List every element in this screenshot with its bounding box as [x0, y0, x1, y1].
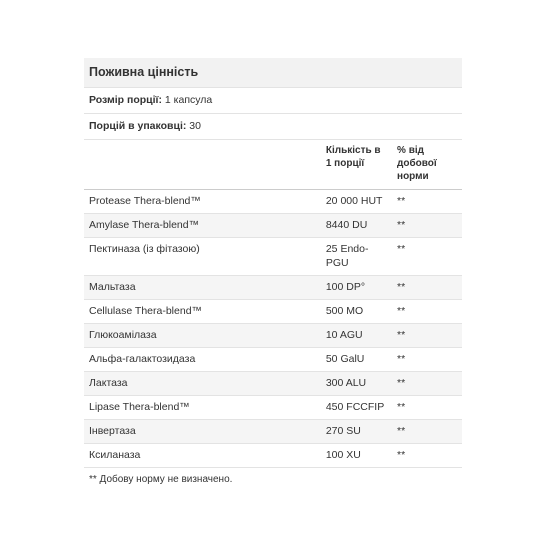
servings-row [84, 114, 462, 140]
ingredient-dv: ** [392, 396, 462, 420]
ingredient-name: Ксиланаза [84, 444, 321, 468]
ingredient-dv: ** [392, 348, 462, 372]
ingredient-amount: 50 GalU [321, 348, 392, 372]
nutrition-facts-table [84, 58, 462, 492]
amount-header: Кількість в 1 порції [321, 140, 392, 190]
ingredient-dv: ** [392, 214, 462, 238]
ingredient-name: Глюкоамілаза [84, 324, 321, 348]
ingredient-dv: ** [392, 372, 462, 396]
footnote: ** Добову норму не визначено. [89, 474, 233, 485]
ingredient-name: Інвертаза [84, 420, 321, 444]
servings-label: Порцій в упаковці: [89, 120, 187, 132]
ingredient-row [84, 190, 462, 214]
ingredient-row [84, 348, 462, 372]
serving-size-row [84, 88, 462, 114]
ingredient-amount: 450 FCCFIP [321, 396, 392, 420]
ingredient-dv: ** [392, 444, 462, 468]
ingredient-dv: ** [392, 324, 462, 348]
ingredient-amount: 300 ALU [321, 372, 392, 396]
servings-value: 30 [189, 120, 201, 132]
ingredient-row [84, 238, 462, 276]
ingredient-name: Amylase Thera-blend™ [84, 214, 321, 238]
ingredient-dv: ** [392, 190, 462, 214]
ingredient-row [84, 444, 462, 468]
ingredient-row [84, 324, 462, 348]
ingredient-row [84, 214, 462, 238]
ingredient-row [84, 372, 462, 396]
ingredient-dv: ** [392, 420, 462, 444]
ingredient-row [84, 396, 462, 420]
title-row [84, 58, 462, 88]
ingredient-dv: ** [392, 300, 462, 324]
panel-title: Поживна цінність [84, 58, 462, 88]
serving-size-label: Розмір порції: [89, 94, 162, 106]
ingredient-name: Protease Thera-blend™ [84, 190, 321, 214]
ingredient-amount: 500 MO [321, 300, 392, 324]
ingredient-dv: ** [392, 276, 462, 300]
footnote-row [84, 468, 462, 493]
ingredient-amount: 20 000 HUT [321, 190, 392, 214]
ingredient-row [84, 276, 462, 300]
ingredient-amount: 270 SU [321, 420, 392, 444]
ingredient-name: Cellulase Thera-blend™ [84, 300, 321, 324]
ingredient-amount: 100 DP° [321, 276, 392, 300]
ingredient-name: Пектиназа (із фітазою) [84, 238, 321, 276]
ingredient-name: Мальтаза [84, 276, 321, 300]
ingredient-amount: 10 AGU [321, 324, 392, 348]
column-header-row [84, 140, 462, 190]
ingredient-amount: 100 XU [321, 444, 392, 468]
ingredient-name: Альфа-галактозидаза [84, 348, 321, 372]
ingredient-name: Lipase Thera-blend™ [84, 396, 321, 420]
ingredient-amount: 25 Endo-PGU [321, 238, 392, 276]
ingredient-name: Лактаза [84, 372, 321, 396]
serving-size-value: 1 капсула [164, 94, 213, 106]
dv-header: % від добової норми [392, 140, 462, 190]
ingredient-row [84, 420, 462, 444]
ingredient-amount: 8440 DU [321, 214, 392, 238]
ingredient-row [84, 300, 462, 324]
ingredient-dv: ** [392, 238, 462, 276]
